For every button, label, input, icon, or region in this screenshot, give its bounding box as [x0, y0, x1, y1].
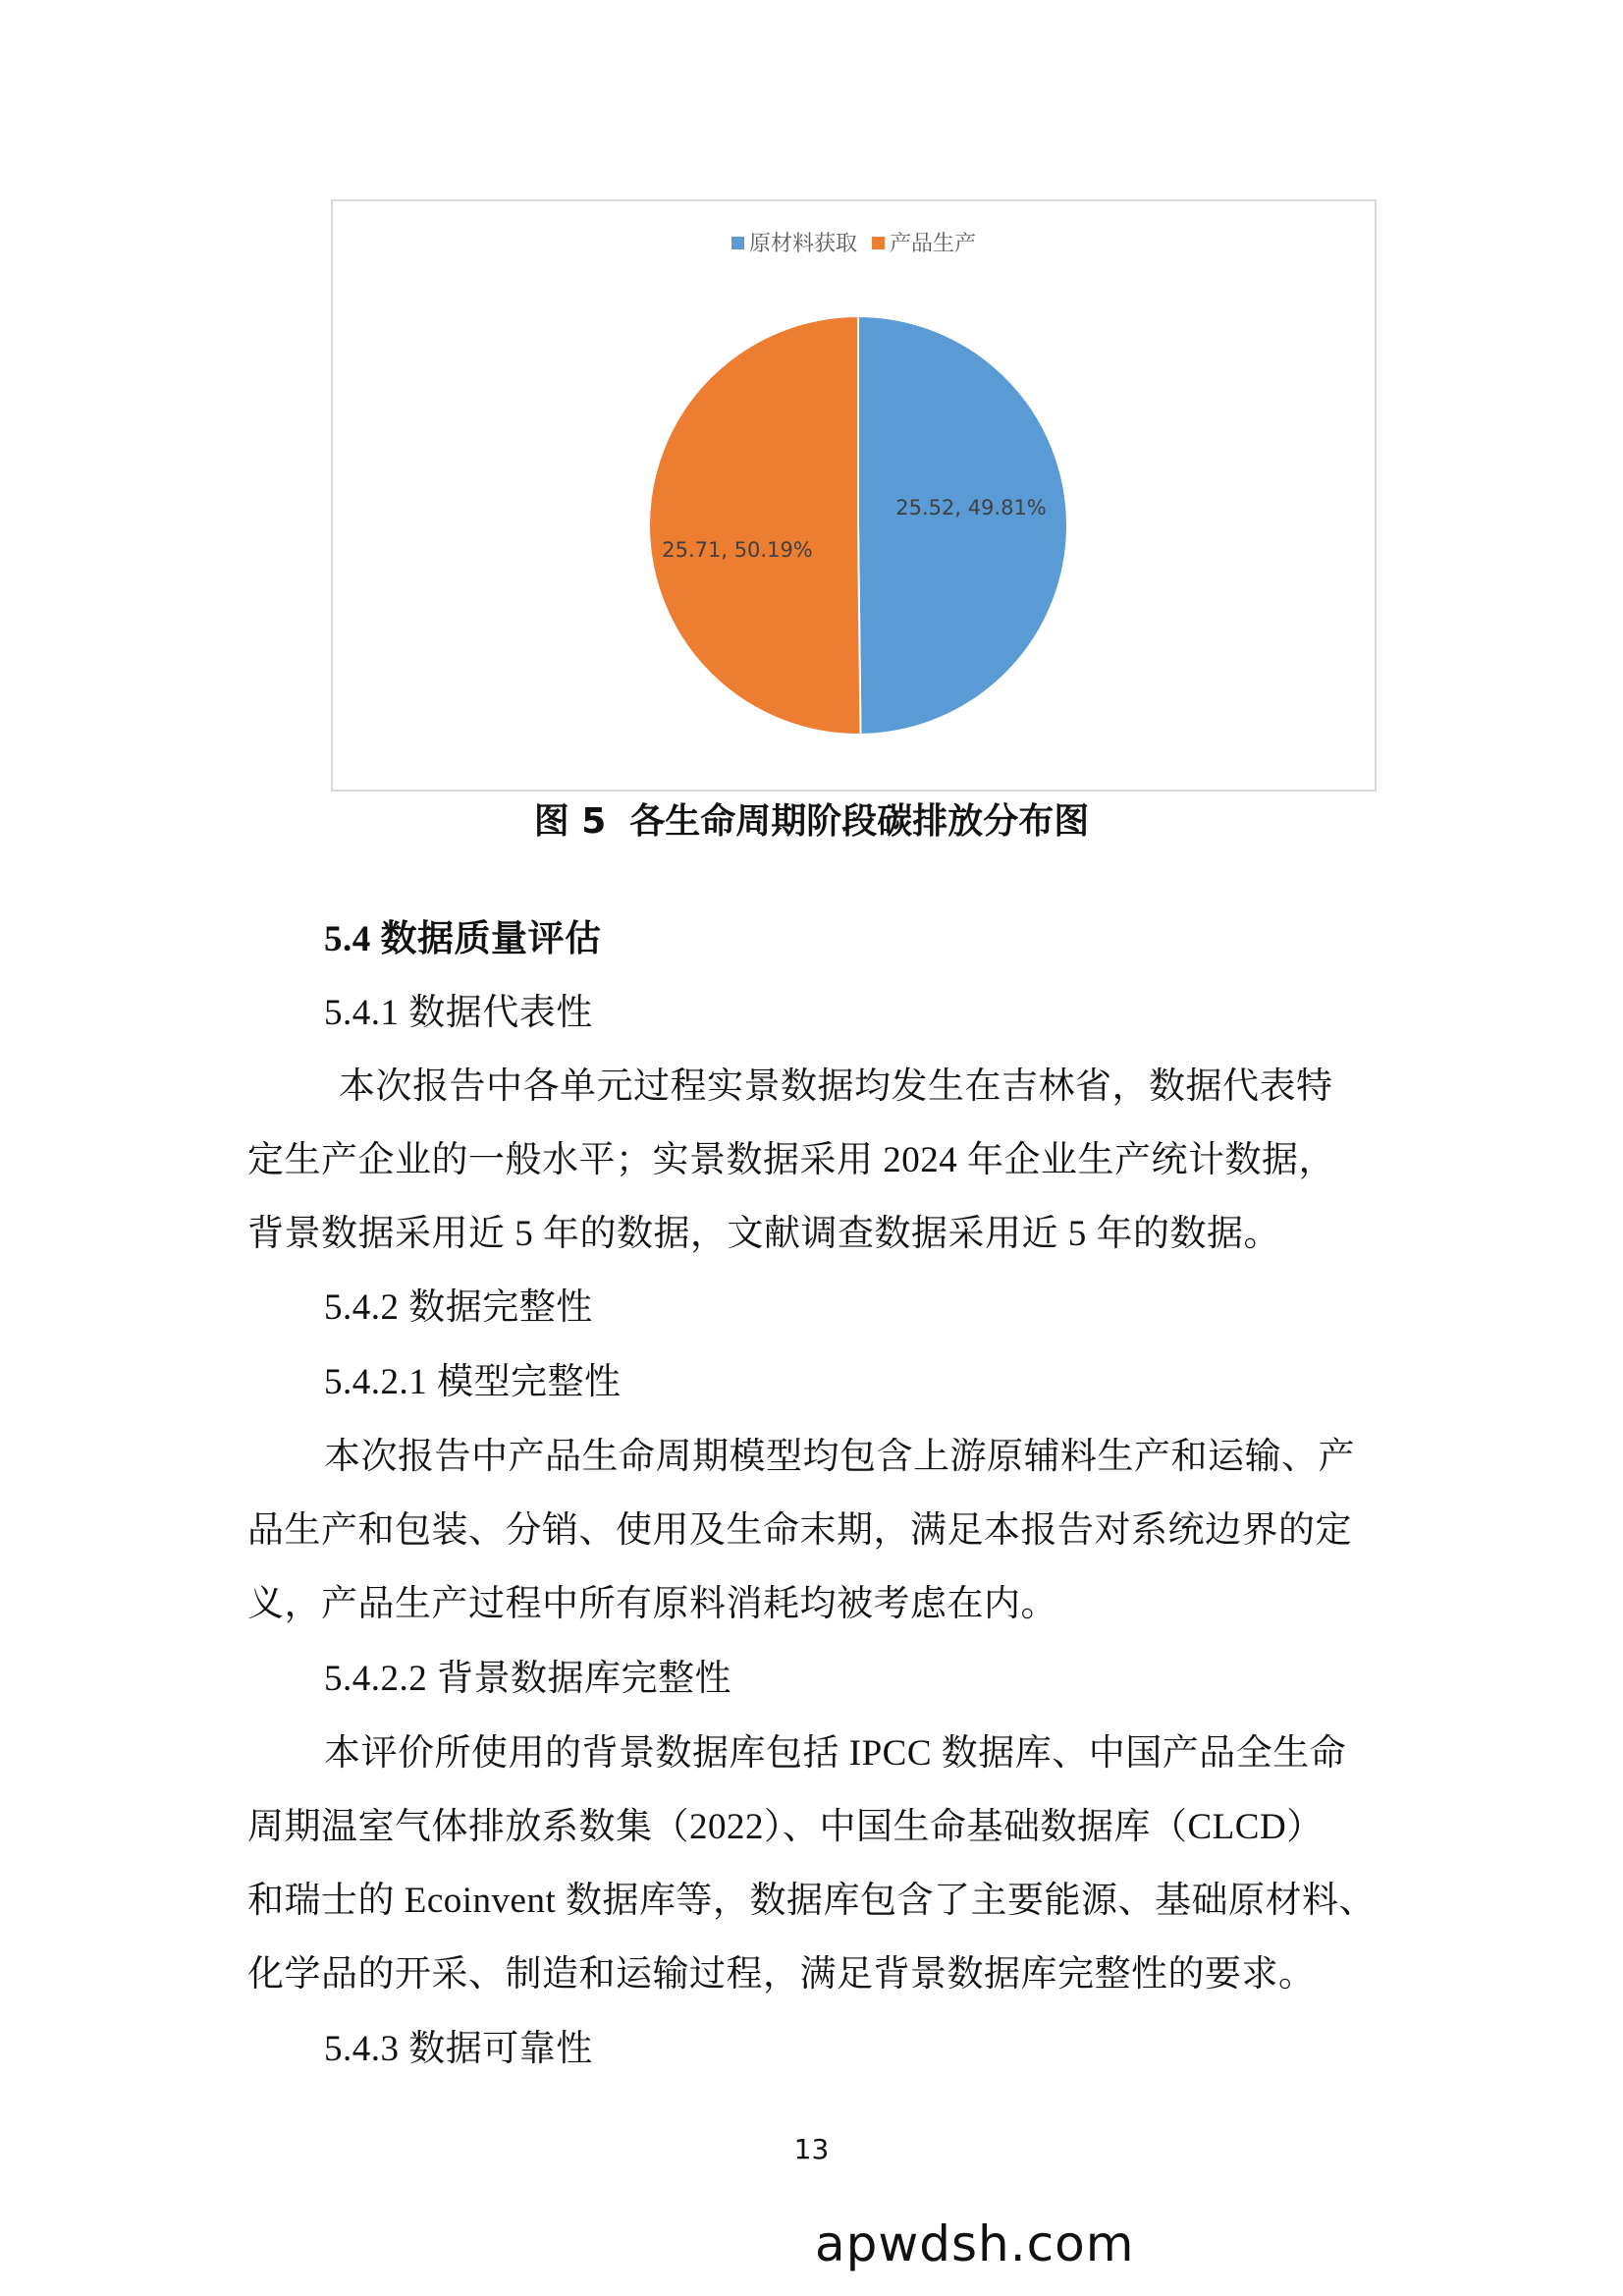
legend-label-production: 产品生产	[890, 232, 977, 256]
subheading-5-4-2: 5.4.2 数据完整性	[324, 1287, 593, 1328]
paragraph-line: 和瑞士的 Ecoinvent 数据库等，数据库包含了主要能源、基础原材料、	[247, 1881, 1377, 1921]
paragraph-line: 本次报告中各单元过程实景数据均发生在吉林省，数据代表特	[339, 1066, 1333, 1107]
figure-title: 各生命周期阶段碳排放分布图	[629, 801, 1090, 842]
section-heading: 5.4 数据质量评估	[324, 919, 602, 959]
paragraph-line: 本评价所使用的背景数据库包括 IPCC 数据库、中国产品全生命	[324, 1733, 1347, 1774]
paragraph-line: 周期温室气体排放系数集（2022）、中国生命基础数据库（CLCD）	[247, 1807, 1324, 1847]
subheading-5-4-1: 5.4.1 数据代表性	[324, 993, 593, 1033]
subheading-5-4-2-2: 5.4.2.2 背景数据库完整性	[324, 1659, 731, 1699]
paragraph-line: 背景数据采用近 5 年的数据，文献调查数据采用近 5 年的数据。	[247, 1214, 1280, 1254]
paragraph-line: 化学品的开采、制造和运输过程，满足背景数据库完整性的要求。	[247, 1954, 1316, 1995]
pie-slice-0	[858, 316, 1067, 735]
pie-slice-1	[649, 316, 860, 735]
pie-data-label-0: 25.52, 49.81%	[895, 496, 1047, 519]
paragraph-line: 本次报告中产品生命周期模型均包含上游原辅料生产和运输、产	[324, 1437, 1355, 1477]
paragraph-line: 品生产和包装、分销、使用及生命末期，满足本报告对系统边界的定	[247, 1510, 1352, 1551]
subheading-5-4-2-1: 5.4.2.1 模型完整性	[324, 1362, 622, 1402]
subheading-5-4-3: 5.4.3 数据可靠性	[324, 2029, 593, 2069]
figure-caption	[0, 793, 1623, 844]
legend-label-raw-material: 原材料获取	[748, 232, 857, 256]
paragraph-line: 义，产品生产过程中所有原料消耗均被考虑在内。	[247, 1584, 1057, 1624]
pie-data-label-1: 25.71, 50.19%	[662, 538, 813, 562]
paragraph-line: 定生产企业的一般水平；实景数据采用 2024 年企业生产统计数据，	[247, 1140, 1335, 1180]
pie-svg	[333, 201, 1375, 790]
pie-chart	[331, 199, 1377, 792]
figure-number: 图 5	[533, 801, 607, 842]
watermark: apwdsh.com	[815, 2215, 1135, 2272]
page-number: 13	[793, 2133, 830, 2165]
